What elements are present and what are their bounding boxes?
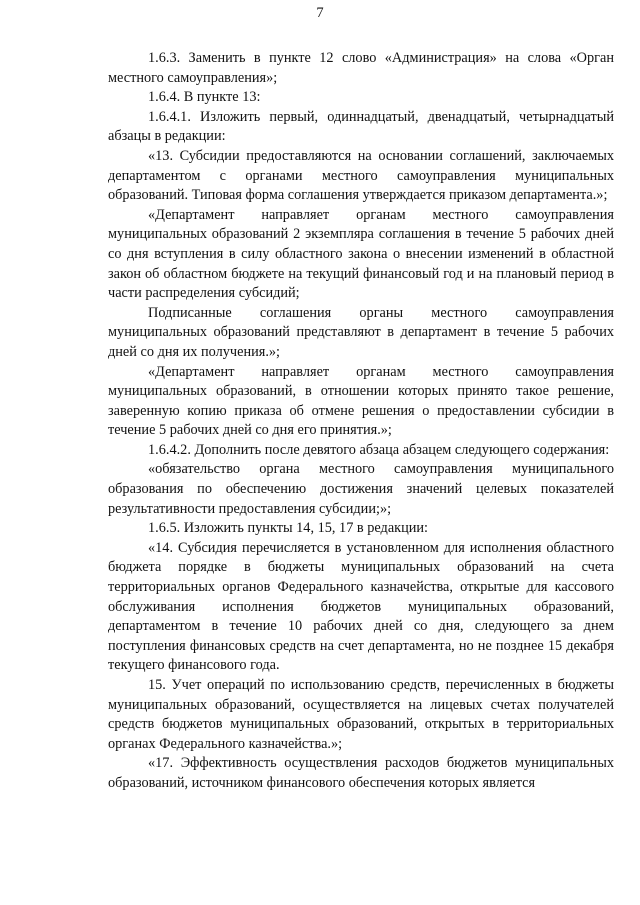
document-body xyxy=(108,49,614,794)
paragraph-1-6-4-1: 1.6.4.1. Изложить первый, одиннадцатый, двенадцатый, четырнадцатый абзацы в редакции: xyxy=(108,108,614,145)
paragraph-quote-13: «13. Субсидии предоставляются на основании соглашений, заключаемых департаментом с органами местного самоуправления муниципальных образований. Типовая форма соглашения утверждается приказом департамента.»; xyxy=(108,147,614,204)
paragraph-1-6-4: 1.6.4. В пункте 13: xyxy=(148,89,261,106)
paragraph-1-6-3: 1.6.3. Заменить в пункте 12 слово «Администрация» на слова «Орган местного самоуправления»; xyxy=(108,50,614,86)
paragraph-1-6-5: 1.6.5. Изложить пункты 14, 15, 17 в редакции: xyxy=(148,520,429,537)
paragraph-quote-department-sends: «Департамент направляет органам местного самоуправления муниципальных образований 2 экземпляра соглашения в течение 5 рабочих дней со дня вступления в силу областного закона о внесении изменений в областной закон об областном бюджете на текущий финансовый год и на плановый период в части распределения субсидий; xyxy=(108,206,614,302)
paragraph-quote-14: «14. Субсидия перечисляется в установленном для исполнения областного бюджета порядке в бюджеты муниципальных образований на счета территориальных органов Федерального казначейства, открытые для кассового обслуживания исполнения бюджетов муниципальных образований, департаментом в течение 10 рабочих дней со дня, следующего за днем поступления финансовых средств на счет департамента, но не позднее 15 декабря текущего финансового года. xyxy=(108,539,614,674)
paragraph-quote-department-copy: «Департамент направляет органам местного самоуправления муниципальных образований, в отношении которых принято такое решение, заверенную копию приказа об отмене решения о предоставлении субсидии в течение 5 рабочих дней со дня его принятия.»; xyxy=(108,363,614,439)
paragraph-quote-obligation: «обязательство органа местного самоуправления муниципального образования по обеспечению достижения значений целевых показателей результативности предоставления субсидии;»; xyxy=(108,461,614,517)
paragraph-quote-17: «17. Эффективность осуществления расходов бюджетов муниципальных образований, источником финансового обеспечения которых является xyxy=(108,755,614,791)
paragraph-signed-agreements: Подписанные соглашения органы местного самоуправления муниципальных образований представляют в департамент в течение 5 рабочих дней со дня их получения.»; xyxy=(108,304,614,360)
paragraph-1-6-4-2: 1.6.4.2. Дополнить после девятого абзаца абзацем следующего содержания: xyxy=(148,441,610,458)
paragraph-15: 15. Учет операций по использованию средств, перечисленных в бюджеты муниципальных образований, осуществляется на лицевых счетах получателей средств бюджетов муниципальных образований, открытых в территориальных органах Федерального казначейства.»; xyxy=(108,677,614,752)
page-number: 7 xyxy=(316,5,324,21)
